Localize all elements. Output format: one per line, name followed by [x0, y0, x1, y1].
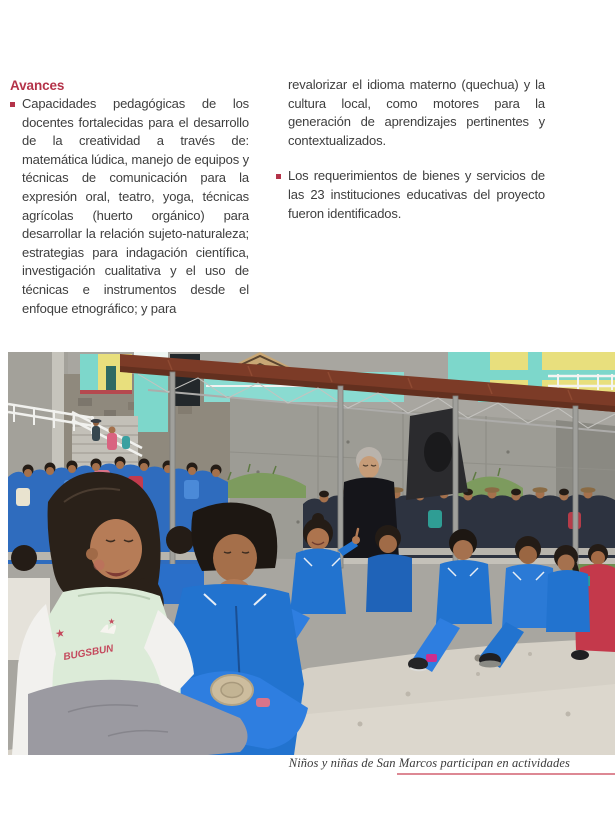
- photo-children-san-marcos: [8, 352, 615, 755]
- right-column: [276, 76, 545, 223]
- left-column: [10, 95, 249, 318]
- bullet-text: Capacidades pedagógicas de los docentes fortalecidas para el desarrollo de la creatividad a través de: matemática lúdica, manejo de equipos y técnicas de comunicación para la expresión oral, teatro, yoga, técnicas agrícolas (huerto orgánico) para desarrollar la relación sujeto-naturaleza; estrategias para indagación científica, investigación cualitativa y el uso de técnicas e instrumentos desde el enfoque etnográfico; y para: [22, 96, 249, 316]
- caption-rule: [397, 773, 615, 775]
- photo-illustration: [8, 352, 615, 755]
- section-heading: Avances: [10, 78, 65, 93]
- bullet-item: [10, 95, 249, 318]
- photo-caption: Niños y niñas de San Marcos participan en actividades: [288, 756, 570, 770]
- svg-text:★: ★: [54, 627, 67, 641]
- svg-text:★: ★: [108, 617, 116, 626]
- svg-text:BUGSBUN: BUGSBUN: [62, 643, 115, 663]
- bullet-continuation-text: revalorizar el idioma materno (quechua) y la cultura local, como motores para la generación de aprendizajes pertinentes y contextualizados.: [288, 77, 545, 148]
- bullet-square-icon: [10, 102, 15, 107]
- bullet-square-icon: [276, 174, 281, 179]
- bullet-text: Los requerimientos de bienes y servicios de las 23 instituciones educativas del proyecto fueron identificados.: [288, 168, 545, 221]
- bullet-item: [276, 167, 545, 223]
